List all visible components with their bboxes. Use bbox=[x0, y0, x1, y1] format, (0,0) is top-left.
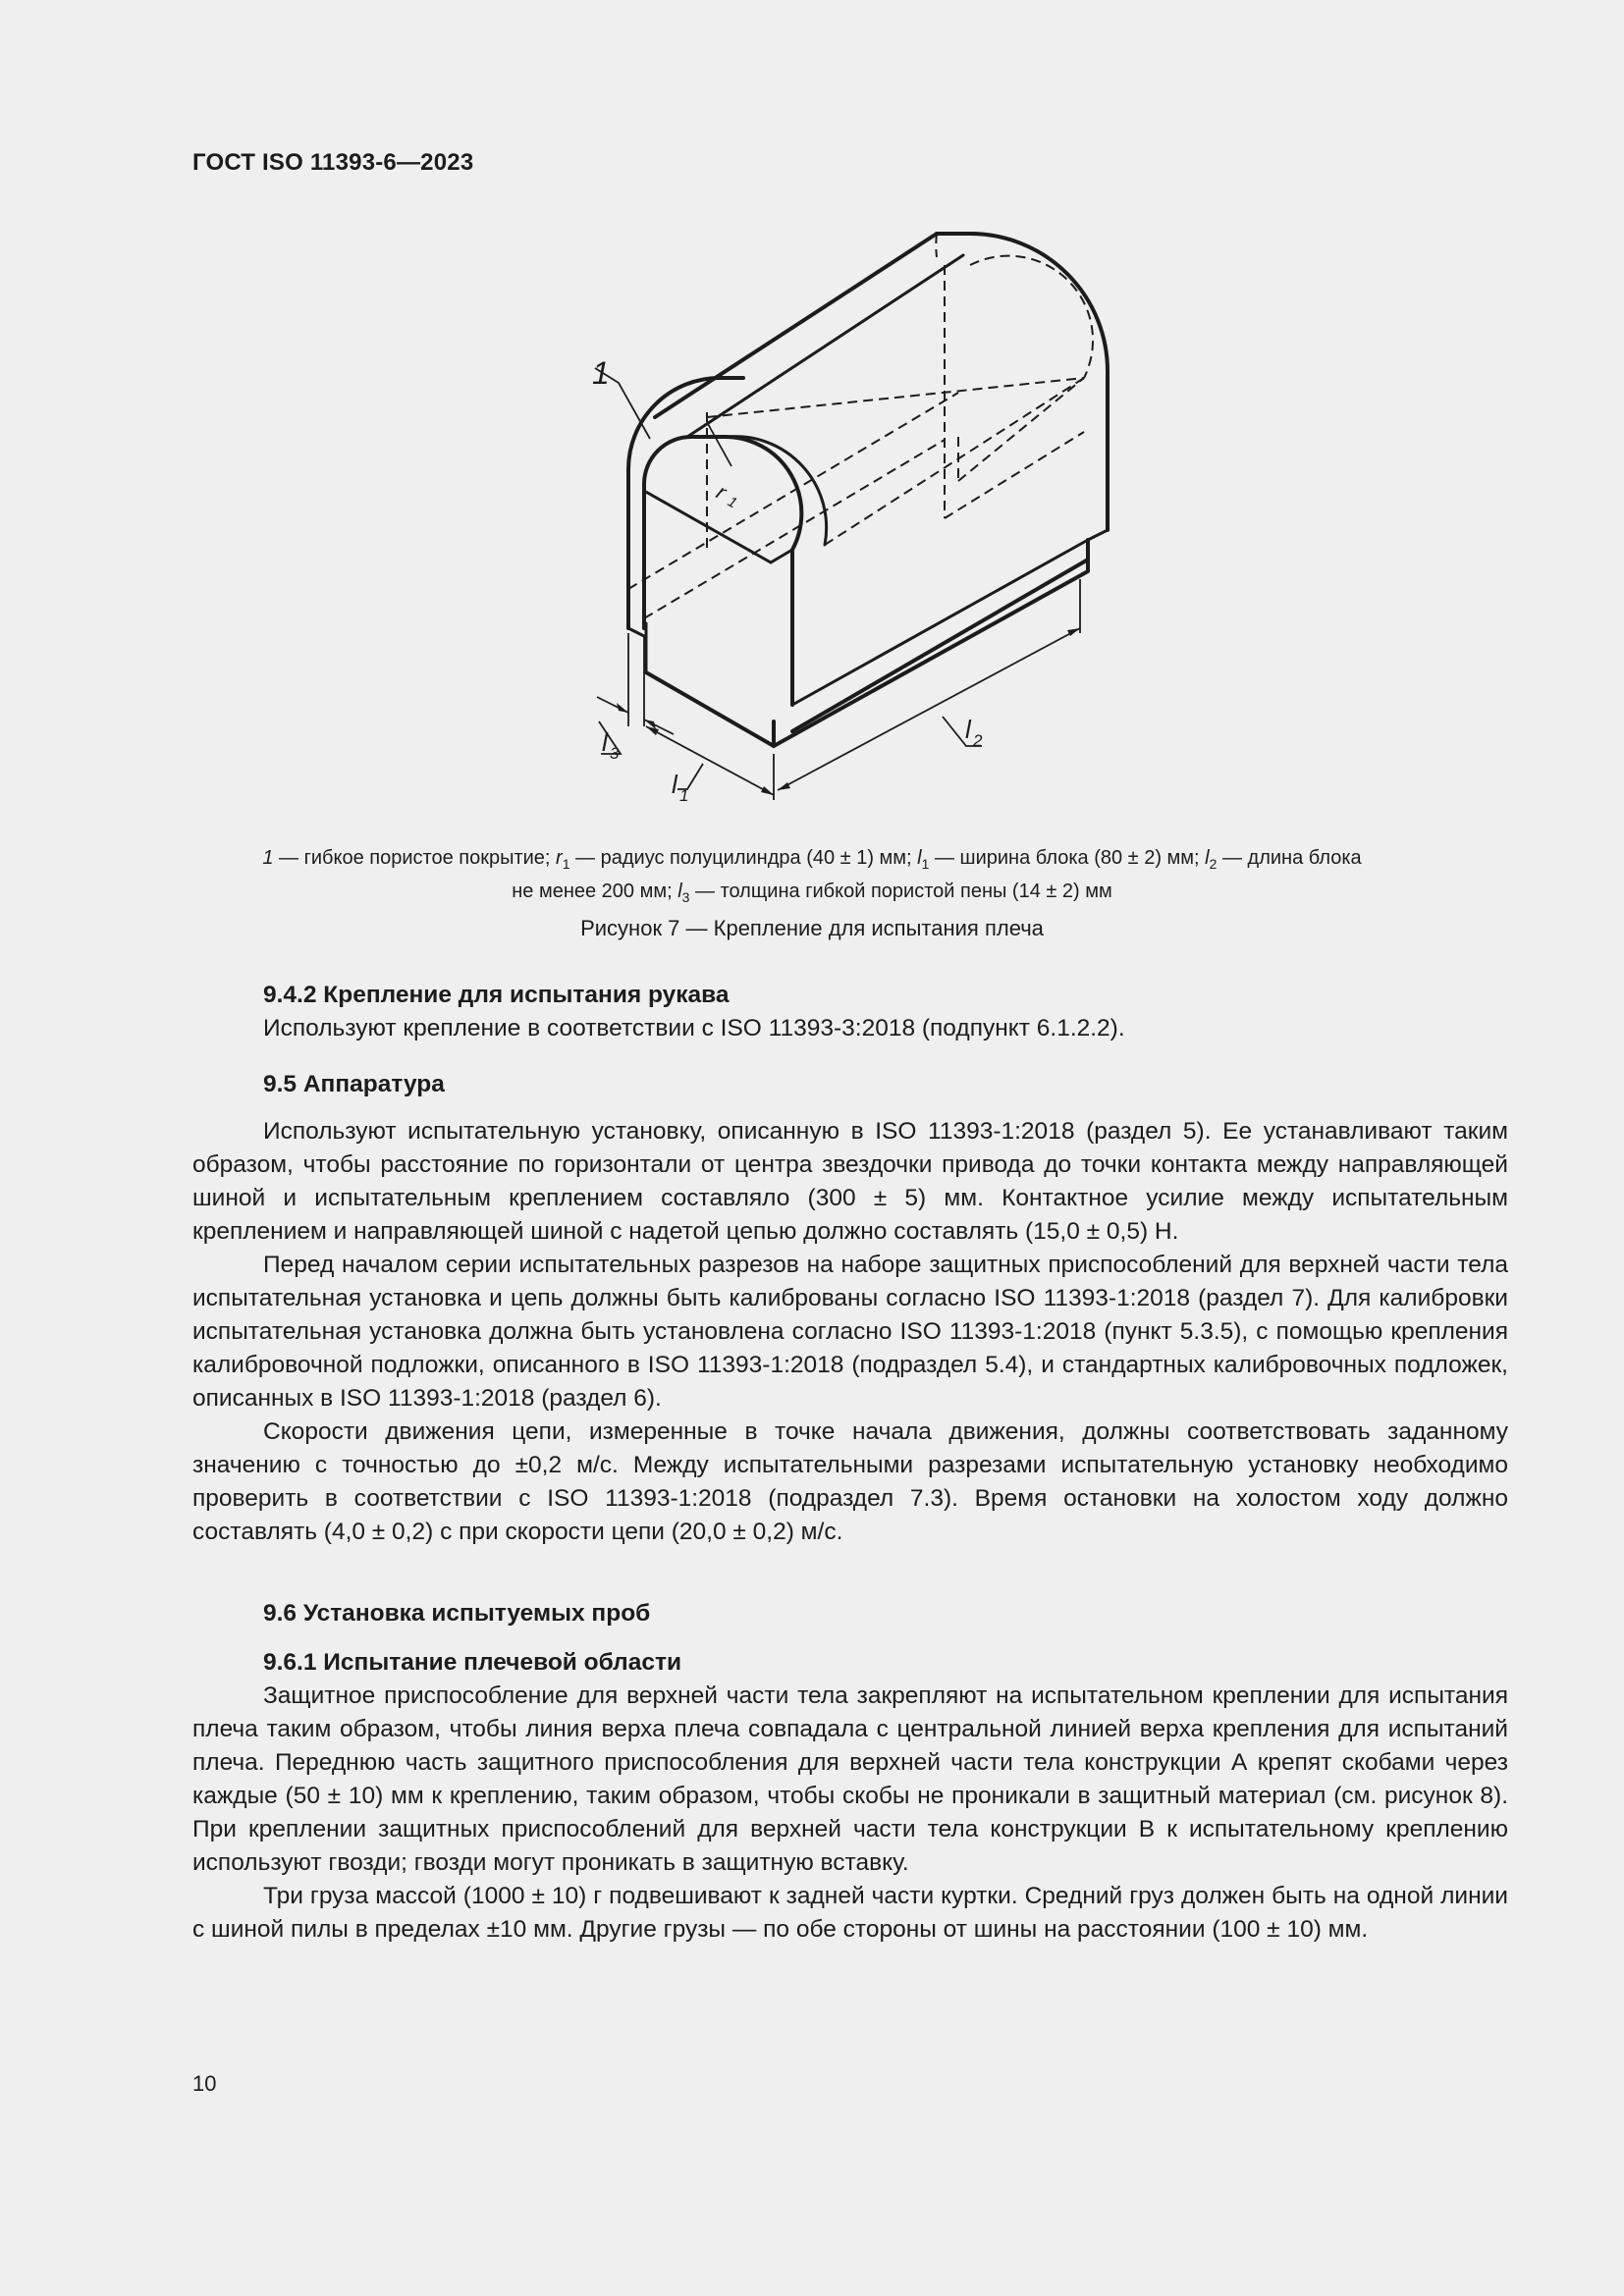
label-l2: l bbox=[965, 715, 971, 744]
section-9-4-2-text: Используют крепление в соответствии с ISO 11393-3:2018 (подпункт 6.1.2.2). bbox=[263, 1015, 1125, 1041]
label-l3: l bbox=[602, 727, 608, 757]
section-9-6-1-title: 9.6.1 Испытание плечевой области bbox=[263, 1649, 682, 1676]
document-header: ГОСТ ISO 11393-6—2023 bbox=[192, 149, 474, 176]
section-9-5-para-2: Перед началом серии испытательных разрезов на наборе защитных приспособлений для верхней части тела испытательная установка и цепь должны быть калиброваны согласно ISO 11393-1:2018 (раздел 7). Для калибровки испытательная установка должна быть установлена согласно ISO 11393-1:2018 (пункт 5.3.5), с помощью крепления калибровочной подложки, описанного в ISO 11393-1:2018 (подраздел 5.4), и стандартных калибровочных подложек, описанных в ISO 11393-1:2018 (раздел 6). bbox=[192, 1252, 1508, 1412]
label-l1-sub: 1 bbox=[679, 786, 689, 805]
legend-line-2: не менее 200 мм; $l_3$ — толщина гибкой пористой пены (14 ± 2) мм bbox=[512, 881, 1112, 905]
figure-legend bbox=[192, 844, 1432, 911]
section-9-5-para-1: Используют испытательную установку, описанную в ISO 11393-1:2018 (раздел 5). Ее устанавливают таким образом, чтобы расстояние по горизонтали от центра звездочки привода до точки контакта между направляющей шиной и испытательным креплением составляло (300 ± 5) мм. Контактное усилие между испытательным креплением и направляющей шиной с надетой цепью должно составлять (15,0 ± 0,5) Н. bbox=[192, 1118, 1508, 1245]
label-l1: l bbox=[672, 770, 677, 799]
figure-caption: Рисунок 7 — Крепление для испытания плеча bbox=[580, 916, 1044, 940]
label-r1: r bbox=[712, 479, 731, 505]
legend-line-1: 1 — гибкое пористое покрытие; $r_1$ — радиус полуцилиндра (40 ± 1) мм; $l_1$ — ширина блока (80 ± 2) мм; $l_2$ — длина блока bbox=[262, 847, 1362, 872]
section-9-6-title: 9.6 Установка испытуемых проб bbox=[263, 1600, 651, 1627]
page-number: 10 bbox=[192, 2071, 217, 2096]
section-9-5-para-3: Скорости движения цепи, измеренные в точке начала движения, должны соответствовать заданному значению с точностью до ±0,2 м/с. Между испытательными разрезами испытательную установку необходимо проверить в соответствии с ISO 11393-1:2018 (подраздел 7.3). Время остановки на холостом ходу должно составлять (4,0 ± 0,2) с при скорости цепи (20,0 ± 0,2) м/с. bbox=[192, 1418, 1508, 1545]
section-9-6-1-para-2: Три груза массой (1000 ± 10) г подвешивают к задней части куртки. Средний груз должен быть на одной линии с шиной пилы в пределах ±10 мм. Другие грузы — по обе стороны от шины на расстоянии (100 ± 10) мм. bbox=[192, 1883, 1508, 1943]
label-r1-sub: 1 bbox=[725, 493, 740, 512]
figure-shoulder-mount bbox=[530, 216, 1139, 825]
shoulder-mount-drawing bbox=[530, 216, 1139, 825]
section-9-4-2 bbox=[192, 979, 1508, 1045]
callout-label-1: 1 bbox=[592, 355, 610, 391]
section-9-4-2-title: 9.4.2 Крепление для испытания рукава bbox=[263, 982, 730, 1008]
label-l3-sub: 3 bbox=[610, 744, 620, 763]
label-l2-sub: 2 bbox=[973, 731, 983, 750]
section-9-6-1-para-1: Защитное приспособление для верхней части тела закрепляют на испытательном креплении для испытания плеча таким образом, чтобы линия верха плеча совпадала с центральной линией верха крепления для испытаний плеча. Переднюю часть защитного приспособления для верхней части тела конструкции А крепят скобами через каждые (50 ± 10) мм к креплению, таким образом, чтобы скобы не проникали в защитный материал (см. рисунок 8). При креплении защитных приспособлений для верхней части тела конструкции В к испытательному креплению используют гвозди; гвозди могут проникать в защитную вставку. bbox=[192, 1682, 1508, 1876]
section-9-6 bbox=[192, 1597, 1508, 1947]
section-9-5 bbox=[192, 1068, 1508, 1549]
section-9-5-title: 9.5 Аппаратура bbox=[263, 1071, 445, 1097]
